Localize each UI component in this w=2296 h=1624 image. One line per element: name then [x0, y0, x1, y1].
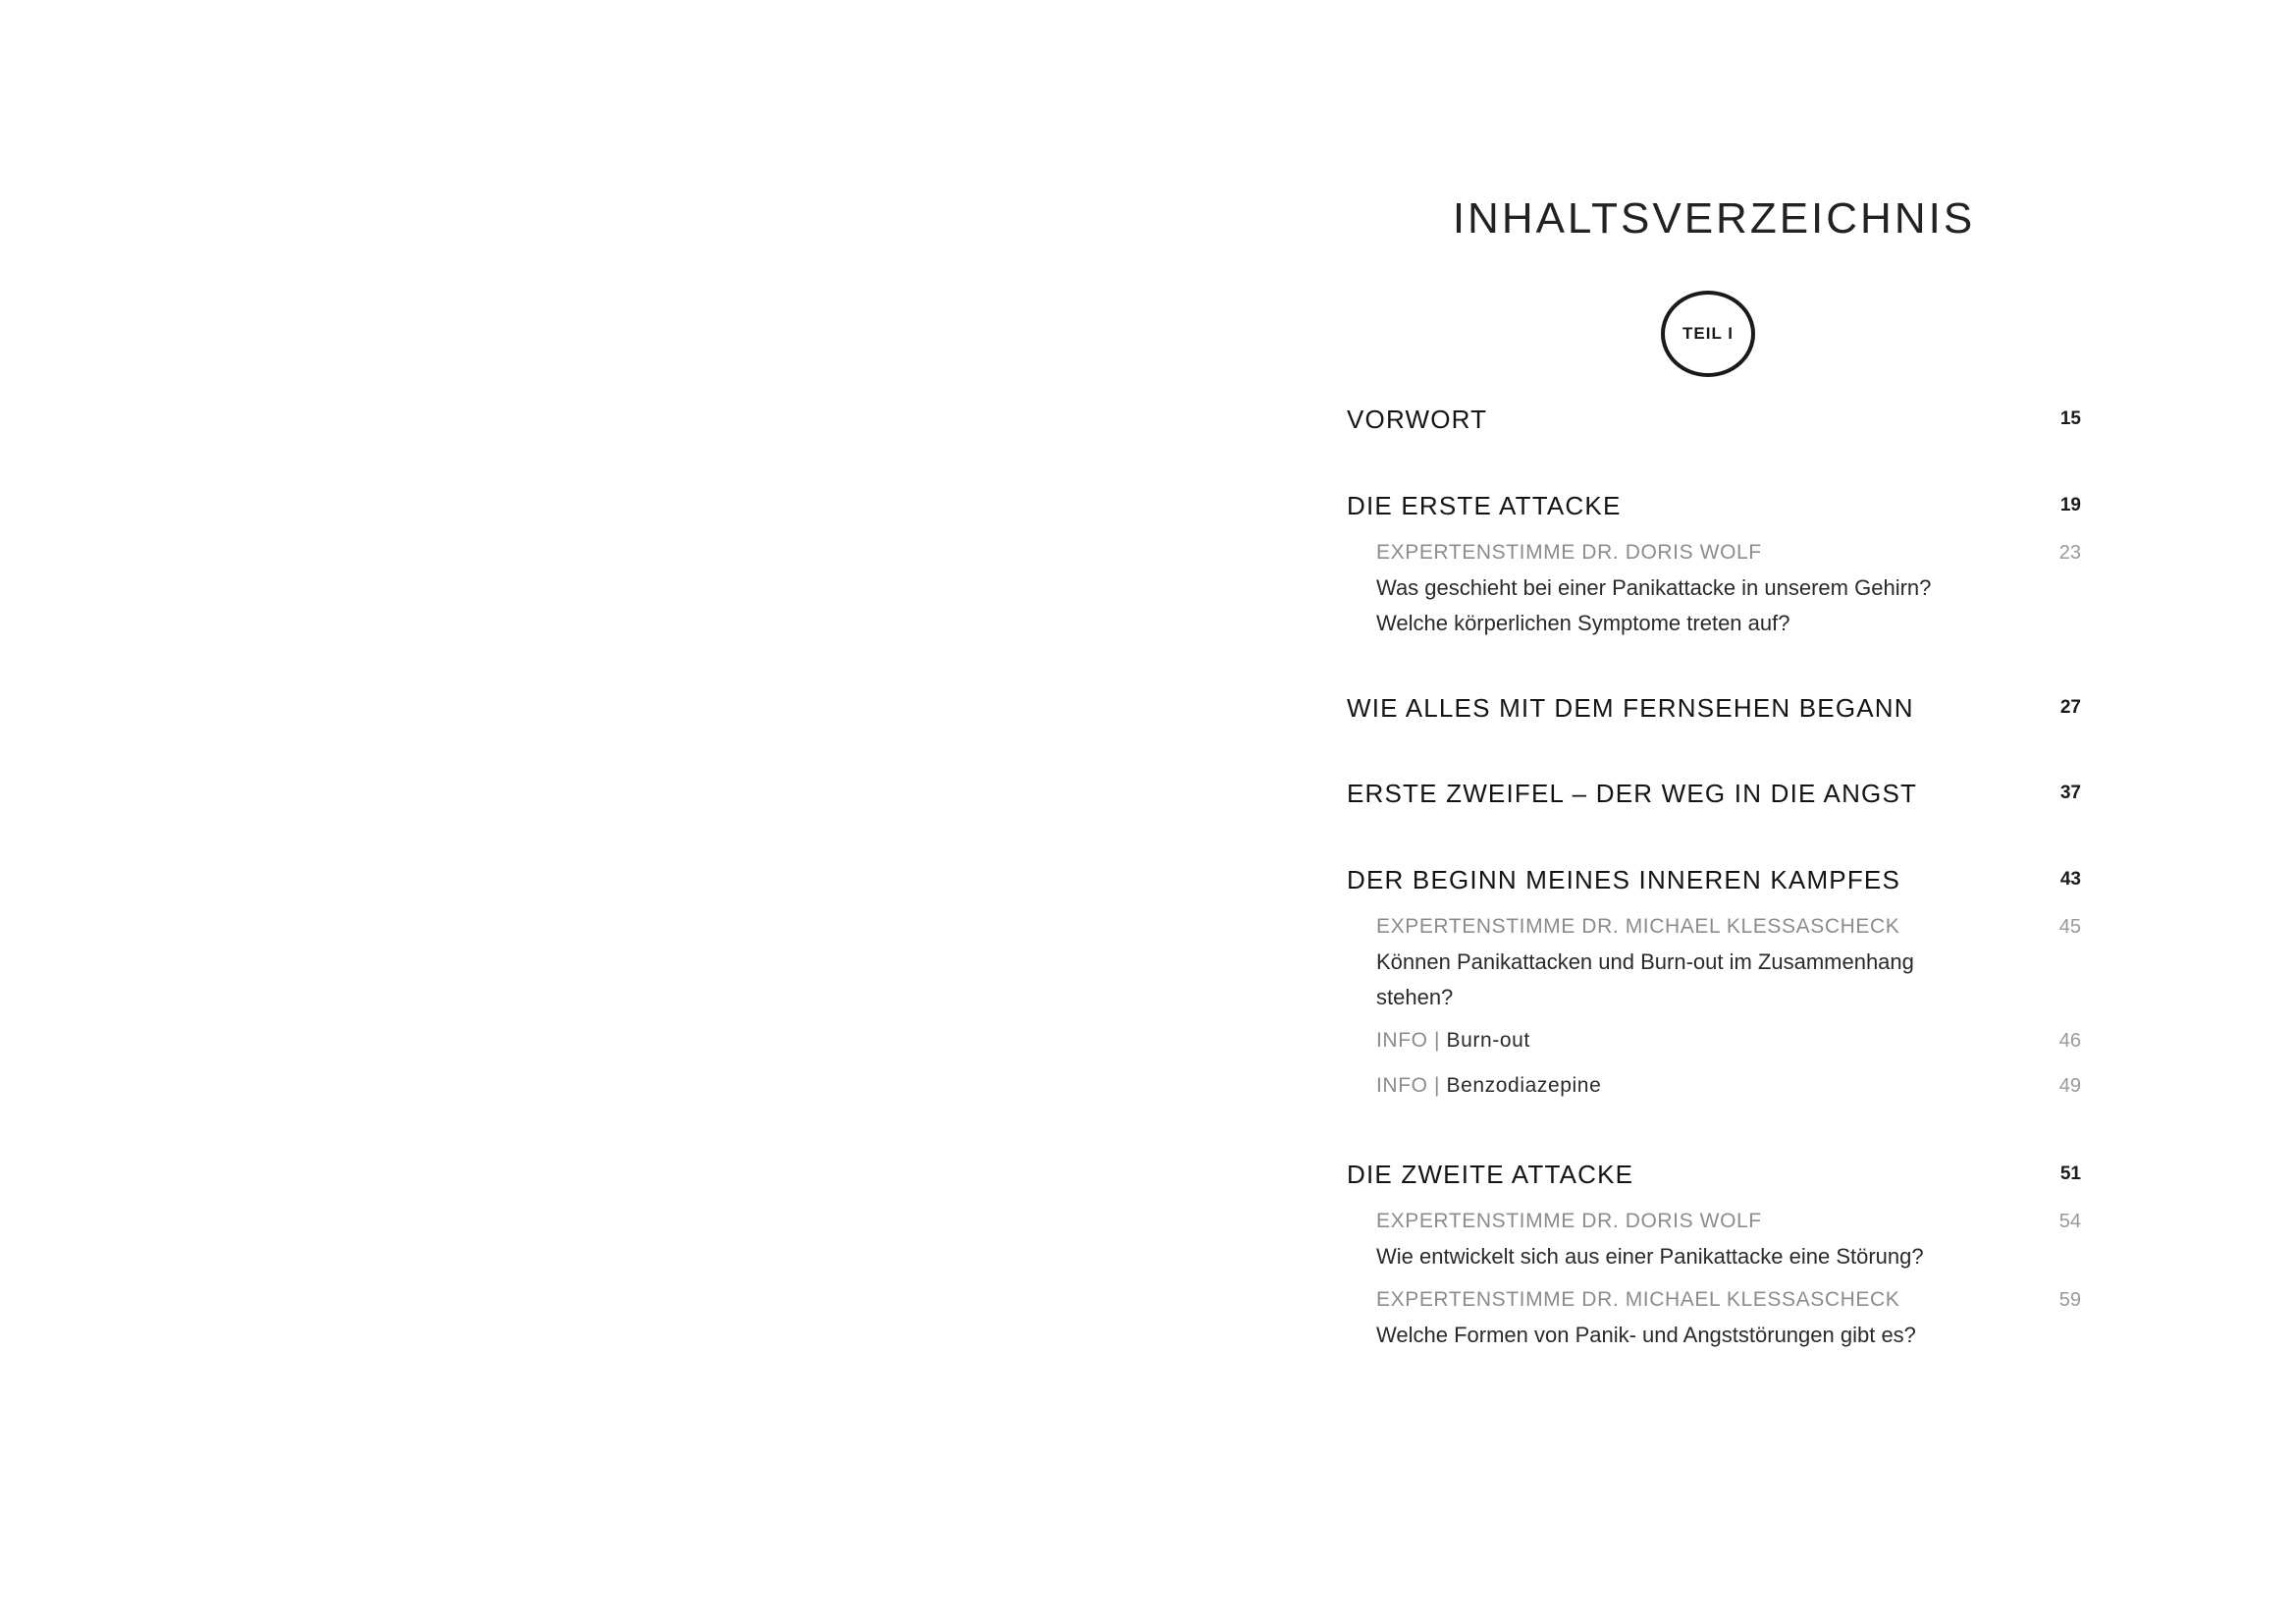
toc-chapter[interactable]	[1347, 1160, 2081, 1353]
toc-chapter[interactable]	[1347, 405, 2081, 444]
entry-description: Wie entwickelt sich aus einer Panikattacke eine Störung?	[1376, 1244, 1924, 1269]
entry-description: Welche Formen von Panik- und Angststörungen gibt es?	[1376, 1323, 1916, 1347]
toc-entry[interactable]	[1376, 913, 2081, 1015]
chapter-title[interactable]: ERSTE ZWEIFEL – DER WEG IN DIE ANGST	[1347, 779, 1918, 808]
entry-label: EXPERTENSTIMME DR. DORIS WOLF	[1376, 1210, 1762, 1232]
toc-entry[interactable]	[1376, 1208, 2081, 1274]
chapter-title[interactable]: DIE ERSTE ATTACKE	[1347, 491, 1622, 520]
part-badge: TEIL I	[1661, 291, 1755, 377]
toc-title: INHALTSVERZEICHNIS	[1452, 194, 1976, 243]
entry-description: Was geschieht bei einer Panikattacke in unserem Gehirn? Welche körperlichen Symptome treten auf?	[1376, 575, 1932, 635]
chapter-title[interactable]: WIE ALLES MIT DEM FERNSEHEN BEGANN	[1347, 693, 1914, 723]
chapter-page-number: 27	[2059, 697, 2081, 718]
entry-page-number: 46	[2058, 1030, 2081, 1052]
entry-label: EXPERTENSTIMME DR. MICHAEL KLESSASCHECK	[1376, 915, 1900, 938]
chapter-page-number: 43	[2059, 869, 2081, 890]
toc-entry-info[interactable]	[1376, 1027, 2081, 1055]
entry-page-number: 49	[2058, 1075, 2081, 1097]
chapter-title[interactable]: DIE ZWEITE ATTACKE	[1347, 1160, 1634, 1189]
info-topic: Benzodiazepine	[1446, 1074, 1602, 1097]
info-kicker: INFO	[1376, 1029, 1428, 1052]
chapter-page-number: 19	[2059, 495, 2081, 515]
toc-entry-info[interactable]	[1376, 1072, 2081, 1100]
entry-page-number: 59	[2058, 1289, 2081, 1311]
chapter-page-number: 37	[2059, 783, 2081, 803]
chapter-page-number: 51	[2059, 1164, 2081, 1184]
chapter-page-number: 15	[2059, 408, 2081, 429]
entry-page-number: 23	[2058, 542, 2081, 564]
chapter-title[interactable]: DER BEGINN MEINES INNEREN KAMPFES	[1347, 865, 1901, 894]
info-separator: |	[1434, 1029, 1441, 1052]
entry-page-number: 54	[2058, 1211, 2081, 1232]
toc-chapter[interactable]	[1347, 779, 2081, 818]
toc-entry[interactable]	[1376, 539, 2081, 641]
entry-description: Können Panikattacken und Burn-out im Zusammenhang stehen?	[1376, 949, 1914, 1009]
entry-label: EXPERTENSTIMME DR. MICHAEL KLESSASCHECK	[1376, 1288, 1900, 1311]
toc-entry[interactable]	[1376, 1286, 2081, 1353]
toc-chapter[interactable]	[1347, 491, 2081, 641]
info-kicker: INFO	[1376, 1074, 1428, 1097]
info-topic: Burn-out	[1446, 1029, 1530, 1052]
chapter-title[interactable]: VORWORT	[1347, 405, 1488, 434]
info-separator: |	[1434, 1074, 1441, 1097]
toc-page	[1347, 0, 2081, 1624]
toc-chapter[interactable]	[1347, 693, 2081, 732]
entry-page-number: 45	[2058, 916, 2081, 938]
toc-chapter[interactable]	[1347, 865, 2081, 1100]
entry-label: EXPERTENSTIMME DR. DORIS WOLF	[1376, 541, 1762, 564]
